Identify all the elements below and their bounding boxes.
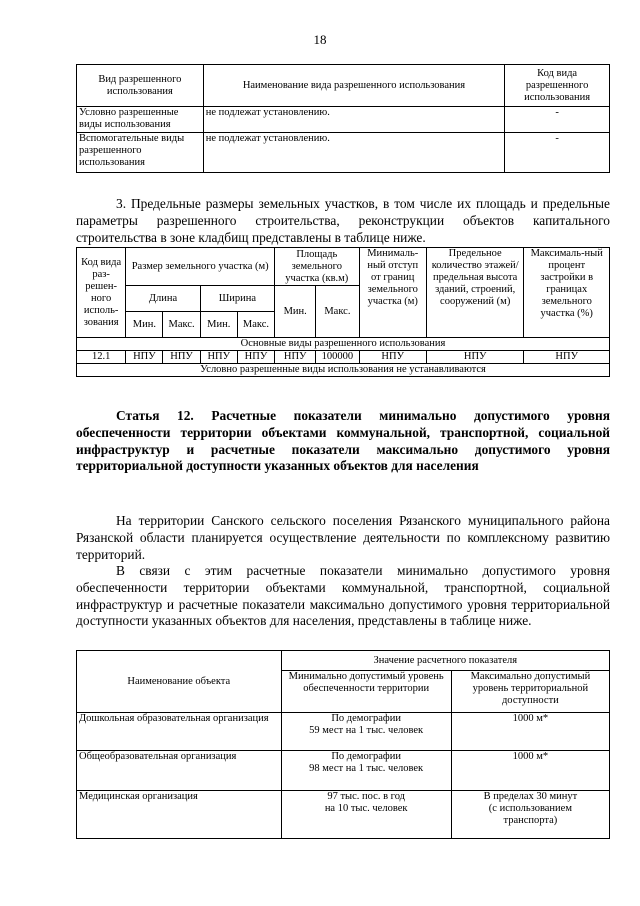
max-value: В пределах 30 минут (с использованием транспорта) xyxy=(451,791,609,839)
max-value: 1000 м* xyxy=(451,713,609,751)
cell: НПУ xyxy=(237,351,274,364)
header-size: Размер земельного участка (м) xyxy=(126,248,275,286)
cell: НПУ xyxy=(524,351,610,364)
header-area-max: Макс. xyxy=(316,286,359,338)
cell: НПУ xyxy=(426,351,524,364)
object-name: Медицинская организация xyxy=(77,791,282,839)
table-row xyxy=(77,751,610,791)
header-width-max: Макс. xyxy=(237,312,274,338)
paragraph-indicators: В связи с этим расчетные показатели минимально допустимого уровня обеспеченности территории объектами коммунальной, транспортной, социальной инфраструктур и расчетные показатели максимально допустимого уровня территориальной доступности указанных объектов для населения, представлены в таблице ниже. xyxy=(76,563,610,629)
cell: НПУ xyxy=(200,351,237,364)
header-use-kind: Вид разрешенного использования xyxy=(77,65,204,107)
cell: 12.1 xyxy=(77,351,126,364)
min-value: По демографии 98 мест на 1 тыс. человек xyxy=(281,751,451,791)
header-floors: Предельное количество этажей/ предельная высота зданий, строений, сооружений (м) xyxy=(426,248,524,338)
article-heading: Статья 12. Расчетные показатели минимально допустимого уровня обеспеченности территории объектами коммунальной, транспортной, социальной инфраструктур и расчетные показатели максимально допустимого уровня территориальной доступности указанных объектов для населения xyxy=(76,408,610,474)
header-object: Наименование объекта xyxy=(77,651,282,713)
row-name: не подлежат установлению. xyxy=(203,133,504,173)
row-code: - xyxy=(505,133,610,173)
page-number: 18 xyxy=(313,32,327,47)
header-area-min: Мин. xyxy=(275,286,316,338)
min-value: По демографии 59 мест на 1 тыс. человек xyxy=(281,713,451,751)
section-conditional-uses: Условно разрешенные виды использования не устанавливаются xyxy=(77,364,610,377)
header-width-min: Мин. xyxy=(200,312,237,338)
object-name: Общеобразовательная организация xyxy=(77,751,282,791)
cell: НПУ xyxy=(126,351,163,364)
header-length-max: Макс. xyxy=(163,312,200,338)
min-value: 97 тыс. пос. в год на 10 тыс. человек xyxy=(281,791,451,839)
header-max-level: Максимально допустимый уровень территориальной доступности xyxy=(451,671,609,713)
permitted-use-table xyxy=(76,64,610,173)
section-main-uses: Основные виды разрешенного использования xyxy=(77,338,610,351)
header-area: Площадь земельного участка (кв.м) xyxy=(275,248,359,286)
header-use-code: Код вида разрешенного использования xyxy=(505,65,610,107)
max-value: 1000 м* xyxy=(451,751,609,791)
cell: НПУ xyxy=(163,351,200,364)
table-row xyxy=(77,133,610,173)
header-use-name: Наименование вида разрешенного использования xyxy=(203,65,504,107)
land-plot-parameters-table xyxy=(76,247,610,377)
table-row xyxy=(77,107,610,133)
cell: 100000 xyxy=(316,351,359,364)
table-row xyxy=(77,713,610,751)
header-code: Код вида раз-решен-ного исполь-зования xyxy=(77,248,126,338)
row-code: - xyxy=(505,107,610,133)
header-length: Длина xyxy=(126,286,200,312)
cell: НПУ xyxy=(275,351,316,364)
object-name: Дошкольная образовательная организация xyxy=(77,713,282,751)
header-coverage: Максималь-ный процент застройки в границах земельного участка (%) xyxy=(524,248,610,338)
header-length-min: Мин. xyxy=(126,312,163,338)
header-setback: Минималь-ный отступ от границ земельного участка (м) xyxy=(359,248,426,338)
header-value: Значение расчетного показателя xyxy=(281,651,609,671)
paragraph-intro: На территории Санского сельского поселения Рязанского муниципального района Рязанской области планируется осуществление деятельности по комплексному развитию территорий. xyxy=(76,513,610,562)
table-row xyxy=(77,791,610,839)
indicators-table xyxy=(76,650,610,839)
paragraph-3: 3. Предельные размеры земельных участков, в том числе их площадь и предельные параметры разрешенного строительства, реконструкции объектов капитального строительства в зоне кладбищ представлены в таблице ниже. xyxy=(76,196,610,245)
row-kind: Вспомогательные виды разрешенного использования xyxy=(77,133,204,173)
table-row xyxy=(77,351,610,364)
cell: НПУ xyxy=(359,351,426,364)
header-width: Ширина xyxy=(200,286,274,312)
header-min-level: Минимально допустимый уровень обеспеченности территории xyxy=(281,671,451,713)
row-kind: Условно разрешенные виды использования xyxy=(77,107,204,133)
row-name: не подлежат установлению. xyxy=(203,107,504,133)
